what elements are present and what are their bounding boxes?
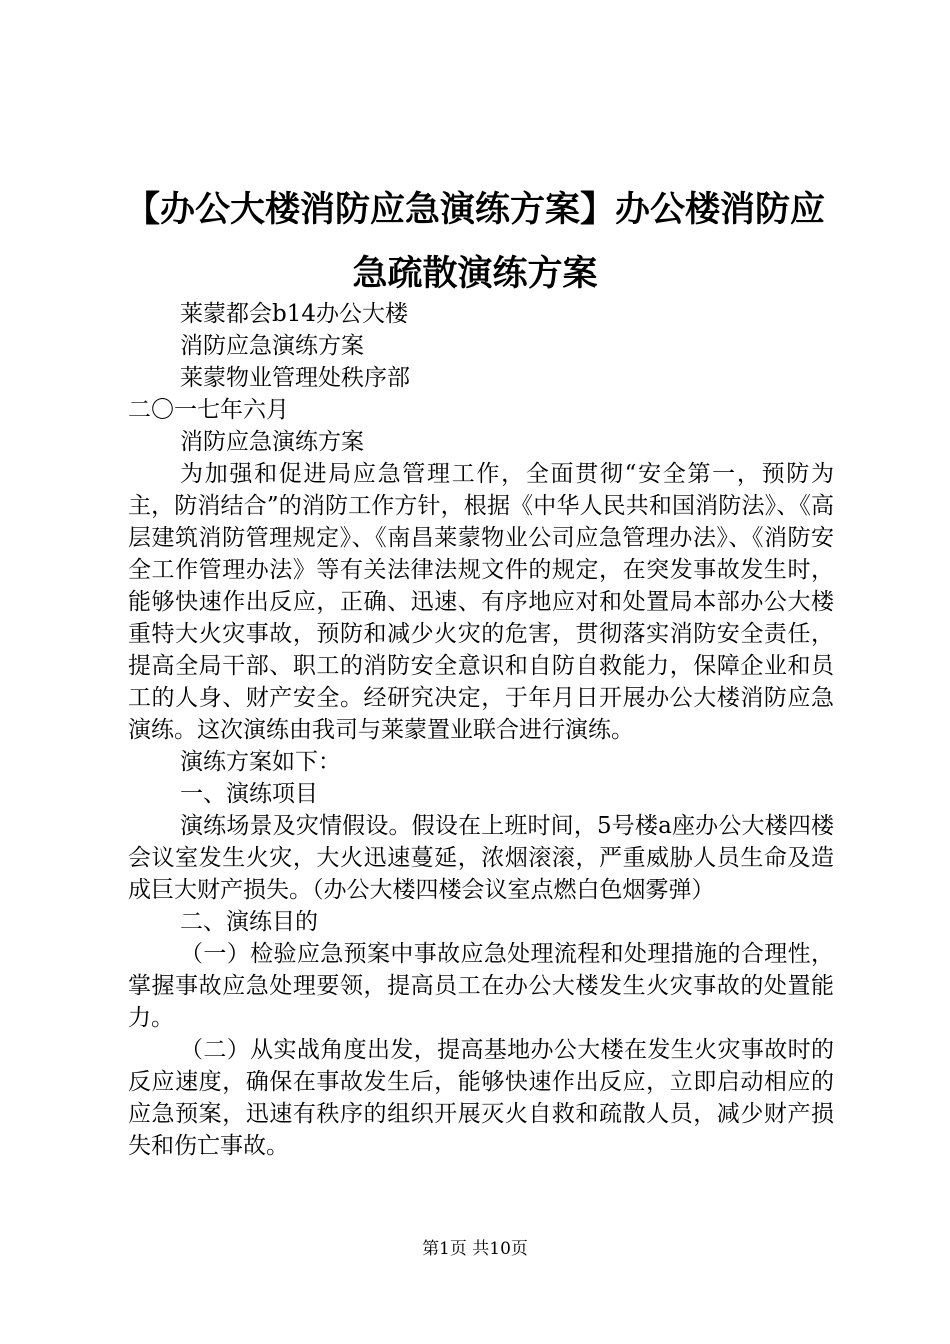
page-indicator: 第1页 共10页 <box>422 1239 528 1259</box>
section-2-item-2: （二）从实战角度出发，提高基地办公大楼在发生火灾事故时的反应速度，确保在事故发生后，能够快速作出反应，立即启动相应的应急预案，迅速有秩序的组织开展灭火自救和疏散人员，减少财产损失和伤亡事故。 <box>128 1037 834 1159</box>
document-body <box>128 298 834 1162</box>
header-line-date: 二〇一七年六月 <box>128 397 289 423</box>
title-line-1: 【办公大楼消防应急演练方案】办公楼消防应 <box>124 190 825 230</box>
section-2-heading: 二、演练目的 <box>180 909 318 935</box>
page-footer <box>0 1237 950 1261</box>
header-line-building: 莱蒙都会b14办公大楼 <box>180 301 408 327</box>
header-line-department: 莱蒙物业管理处秩序部 <box>180 365 410 391</box>
header-line-plan: 消防应急演练方案 <box>180 333 364 359</box>
document-title <box>110 178 840 306</box>
section-1-paragraph: 演练场景及灾情假设。假设在上班时间，5号楼a座办公大楼四楼会议室发生火灾，大火迅速蔓延，浓烟滚滚，严重威胁人员生命及造成巨大财产损失。（办公大楼四楼会议室点燃白色烟雾弹） <box>128 813 834 903</box>
header-line-subtitle: 消防应急演练方案 <box>180 429 364 455</box>
section-1-heading: 一、演练项目 <box>180 781 318 807</box>
section-2-item-1: （一）检验应急预案中事故应急处理流程和处理措施的合理性，掌握事故应急处理要领，提高员工在办公大楼发生火灾事故的处置能力。 <box>128 941 834 1031</box>
intro-paragraph: 为加强和促进局应急管理工作，全面贯彻“安全第一，预防为主，防消结合”的消防工作方针，根据《中华人民共和国消防法》、《高层建筑消防管理规定》、《南昌莱蒙物业公司应急管理办法》、《消防安全工作管理办法》等有关法律法规文件的规定，在突发事故发生时，能够快速作出反应，正确、迅速、有序地应对和处置局本部办公大楼重特大火灾事故，预防和减少火灾的危害，贯彻落实消防安全责任，提高全局干部、职工的消防安全意识和自防自救能力，保障企业和员工的人身、财产安全。经研究决定，于年月日开展办公大楼消防应急演练。这次演练由我司与莱蒙置业联合进行演练。 <box>128 461 834 743</box>
title-line-2: 急疏散演练方案 <box>352 254 598 294</box>
plan-intro: 演练方案如下： <box>180 749 341 775</box>
